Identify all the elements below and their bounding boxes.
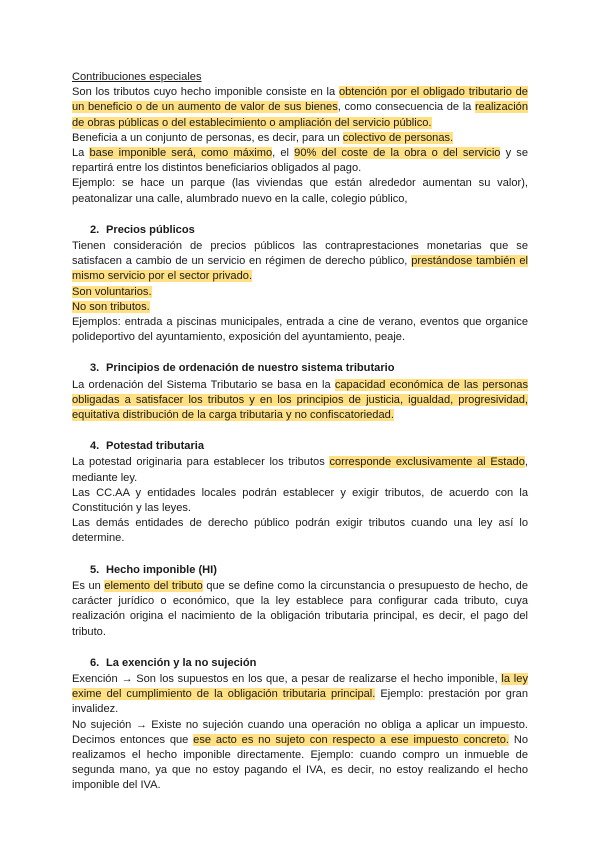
highlight: la ley exime del cumplimiento de la obligación tributaria principal. <box>72 672 528 701</box>
paragraph <box>72 131 528 146</box>
heading-number: 3. <box>90 362 100 375</box>
section-title-contribuciones: Contribuciones especiales <box>72 71 202 83</box>
paragraph <box>72 85 528 131</box>
paragraph: Las CC.AA y entidades locales podrán establecer y exigir tributos, de acuerdo con la Constitución y las leyes. <box>72 486 528 515</box>
section-heading <box>72 439 528 454</box>
highlight: 90% del coste de la obra o del servicio <box>294 147 501 160</box>
paragraph <box>72 455 528 485</box>
heading-text: Precios públicos <box>106 223 195 236</box>
highlight: No son tributos. <box>72 300 150 313</box>
text: Exención → Son los supuestos en los que, a pesar de realizarse el hecho imponible, <box>72 672 502 685</box>
paragraph <box>72 579 528 640</box>
heading-text: La exención y la no sujeción <box>106 656 257 669</box>
highlight: corresponde exclusivamente al Estado <box>329 456 525 469</box>
text: No realizamos el hecho imponible directamente. Ejemplo: cuando compro un inmueble de segunda mano, ya que no estoy pagando el IVA, es decir, no estoy realizando el hecho imponible del IVA. <box>72 733 529 792</box>
section-heading <box>72 361 528 376</box>
text: , el <box>272 147 295 160</box>
highlight: obtención por el obligado tributario de un beneficio o de un aumento de valor de sus bienes <box>72 86 528 114</box>
heading-number: 2. <box>90 223 100 236</box>
paragraph <box>72 285 528 300</box>
heading-text: Principios de ordenación de nuestro sistema tributario <box>106 362 395 375</box>
highlight: ese acto es no sujeto con respecto a ese impuesto concreto. <box>193 733 509 746</box>
paragraph <box>72 672 528 718</box>
heading-text: Potestad tributaria <box>106 440 205 453</box>
text: y se repartirá entre los distintos beneficiarios obligados al pago. <box>72 147 529 175</box>
highlight: colectivo de personas. <box>342 131 454 144</box>
highlight: capacidad económica de las personas obligadas a satisfacer los tributos y en los principios de justicia, igualdad, progresividad, equitativa distribución de la carga tributaria y no confiscatoriedad. <box>72 378 528 422</box>
highlight: base imponible será, como máximo <box>89 147 273 160</box>
heading-number: 6. <box>90 656 100 669</box>
text: , mediante ley. <box>72 456 528 484</box>
section-precios <box>72 223 528 346</box>
text: que se define como la circunstancia o presupuesto de hecho, de carácter jurídico o económico, que la ley establece para configurar cada tributo, cuya realización origina el nacimiento de la obligación tributaria principal, es decir, el pago del tributo. <box>72 579 528 638</box>
text: La ordenación del Sistema Tributario se basa en la <box>72 378 335 391</box>
text: La potestad originaria para establecer los tributos <box>72 456 330 469</box>
paragraph: Las demás entidades de derecho público podrán exigir tributos cuando una ley así lo determine. <box>72 517 528 545</box>
section-heading <box>72 223 528 238</box>
paragraph <box>72 146 528 176</box>
highlight: Son voluntarios. <box>72 285 152 298</box>
section-principios <box>72 361 528 423</box>
document-page <box>72 70 528 794</box>
section-heading <box>72 656 528 671</box>
paragraph: Ejemplos: entrada a piscinas municipales, entrada a cine de verano, eventos que organice polideportivo del ayuntamiento, exposición del ayuntamiento, peaje. <box>72 316 528 344</box>
heading-number: 4. <box>90 440 100 453</box>
heading-number: 5. <box>90 563 100 576</box>
highlight: realización de obras públicas o del establecimiento o ampliación del servicio público. <box>72 101 528 129</box>
paragraph <box>72 718 528 794</box>
text: Beneficia a un conjunto de personas, es decir, para un <box>72 131 343 144</box>
section-heading <box>72 563 528 578</box>
text: Tienen consideración de precios públicos las contraprestaciones monetarias que se satisfacen a cambio de un servicio en régimen de derecho público, <box>72 240 528 268</box>
text: , como consecuencia de la <box>337 101 475 114</box>
text: No sujeción → Existe no sujeción cuando una operación no obliga a aplicar un impuesto. Decimos entonces que <box>72 718 528 746</box>
text: Es un <box>72 579 105 592</box>
section-potestad <box>72 439 528 546</box>
section-exencion <box>72 656 528 794</box>
paragraph <box>72 300 528 315</box>
section-hecho-imponible <box>72 563 528 640</box>
highlight: elemento del tributo <box>104 579 203 592</box>
paragraph <box>72 378 528 424</box>
text: Son los tributos cuyo hecho imponible consiste en la <box>72 86 339 99</box>
heading-text: Hecho imponible (HI) <box>106 563 217 576</box>
text: La <box>72 147 90 160</box>
highlight: prestándose también el mismo servicio por el sector privado. <box>72 255 529 283</box>
paragraph <box>72 239 528 285</box>
text: Ejemplo: prestación por gran invalidez. <box>72 688 528 716</box>
paragraph: Ejemplo: se hace un parque (las viviendas que están alrededor aumentan su valor), peatonalizar una calle, alumbrado nuevo en la calle, colegio público, <box>72 177 528 205</box>
